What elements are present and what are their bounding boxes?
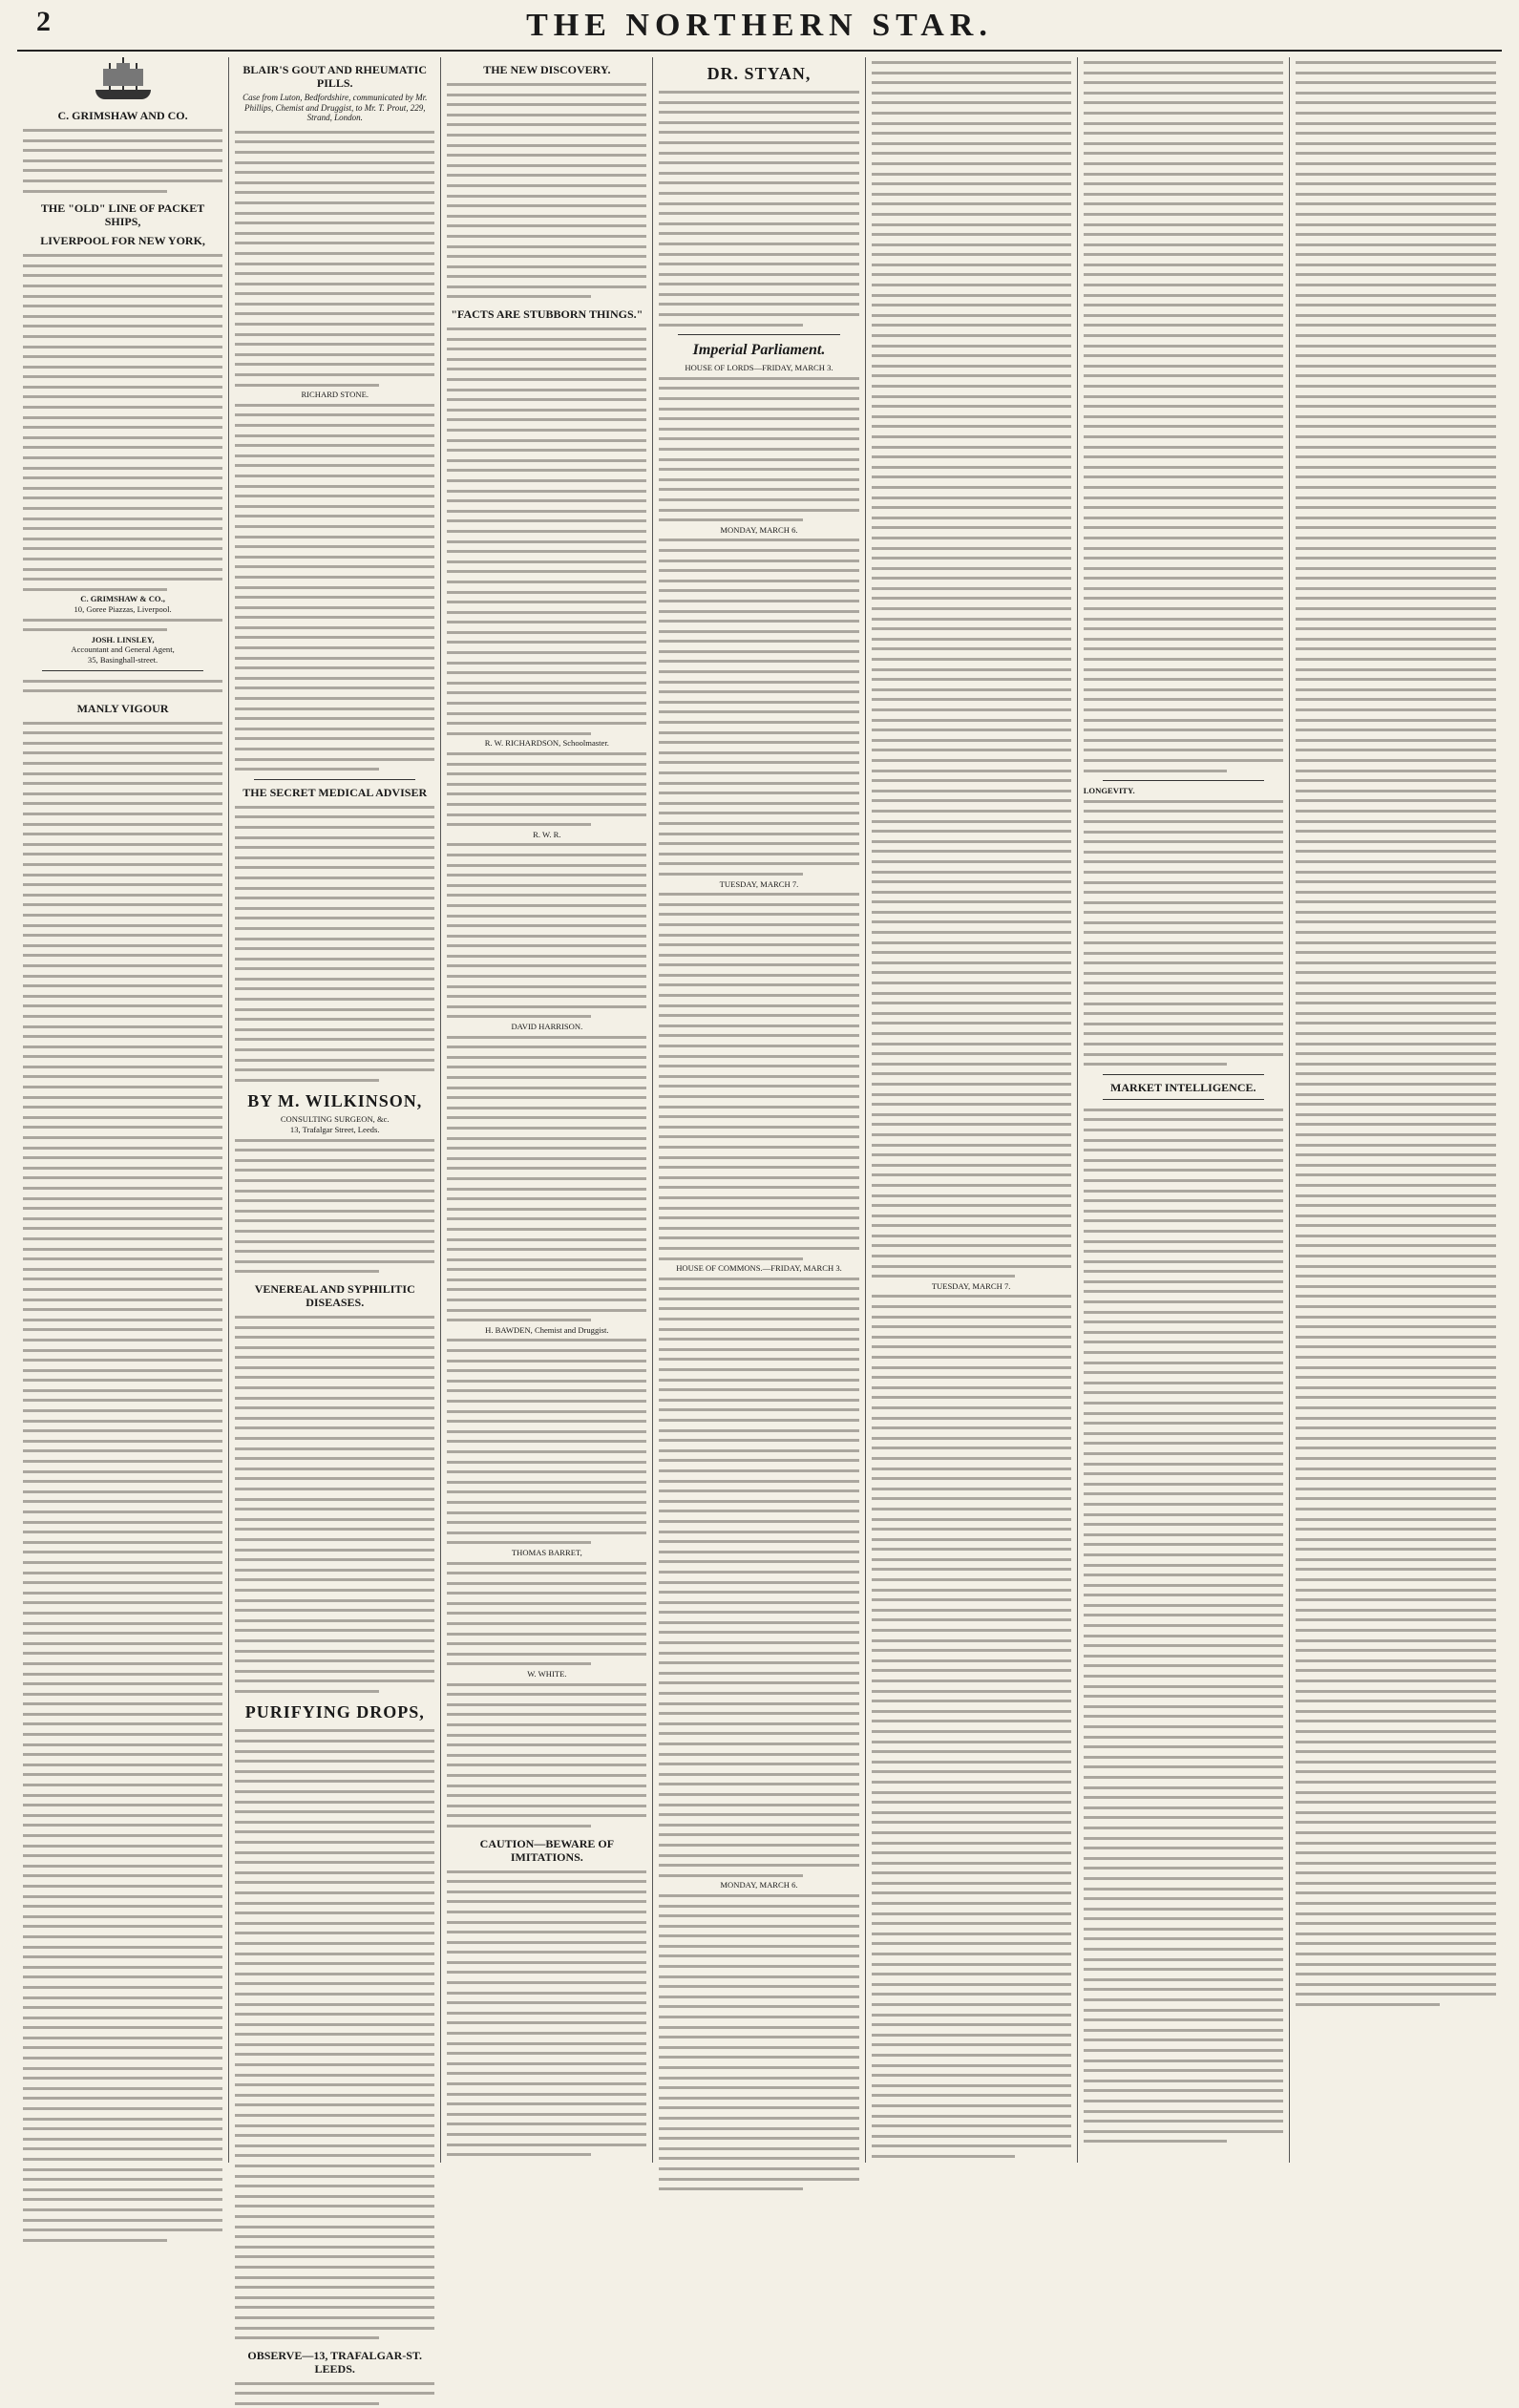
commons-monday: MONDAY, MARCH 6.	[720, 1880, 798, 1890]
caution-heading: CAUTION—BEWARE OF IMITATIONS.	[479, 1836, 615, 1864]
testimonial-signature: RICHARD STONE.	[301, 390, 369, 400]
column-3	[441, 57, 653, 2163]
observe-heading: OBSERVE—13, TRAFALGAR-ST. LEEDS.	[247, 2348, 423, 2376]
imperial-parliament-heading: Imperial Parliament.	[692, 342, 826, 359]
column-7	[1290, 57, 1502, 2163]
new-discovery-heading: THE NEW DISCOVERY.	[483, 63, 611, 76]
manly-vigour-title: MANLY VIGOUR	[76, 701, 169, 715]
column-5	[866, 57, 1078, 2163]
masthead: THE NORTHERN STAR.	[526, 8, 993, 43]
agent-address: 10, Goree Piazzas, Liverpool.	[74, 603, 172, 614]
column-6	[1078, 57, 1290, 2163]
column-4	[653, 57, 865, 2163]
wilkinson-heading: BY M. WILKINSON,	[247, 1091, 423, 1111]
lords-tuesday: TUESDAY, MARCH 7.	[719, 878, 799, 889]
blairs-pills-heading: BLAIR'S GOUT AND RHEUMATIC PILLS.	[243, 63, 427, 90]
diseases-heading: VENEREAL AND SYPHILITIC DISEASES.	[254, 1281, 415, 1309]
page-number: 2	[36, 6, 51, 37]
dr-styan-heading: DR. STYAN,	[707, 64, 812, 83]
signature-initials: R. W. R.	[533, 829, 561, 839]
commons-tuesday: TUESDAY, MARCH 7.	[931, 1280, 1011, 1291]
blairs-pills-subheading: Case from Luton, Bedfordshire, communicated by Mr. Phillips, Chemist and Druggist, to Mr. T. Prout, 229, Strand, London.	[243, 93, 428, 123]
agent-name: C. GRIMSHAW & CO.,	[80, 594, 165, 604]
packet-route: LIVERPOOL FOR NEW YORK,	[40, 234, 205, 248]
longevity-heading: LONGEVITY.	[1083, 786, 1135, 796]
secret-adviser-heading: THE SECRET MEDICAL ADVISER	[243, 785, 428, 799]
accountant-name: JOSH. LINSLEY,	[91, 634, 155, 644]
ship-icon	[90, 61, 157, 103]
lords-monday: MONDAY, MARCH 6.	[720, 524, 798, 535]
signature-harrison: DAVID HARRISON.	[511, 1022, 583, 1032]
accountant-title: Accountant and General Agent,	[71, 644, 175, 655]
house-of-lords-friday: HOUSE OF LORDS—FRIDAY, MARCH 3.	[685, 363, 833, 373]
wilkinson-title: CONSULTING SURGEON, &c.	[280, 1114, 390, 1125]
purifying-drops-heading: PURIFYING DROPS,	[244, 1702, 425, 1722]
house-of-commons-friday: HOUSE OF COMMONS.—FRIDAY, MARCH 3.	[676, 1263, 842, 1274]
column-2	[229, 57, 441, 2376]
column-1	[17, 57, 229, 2163]
shipping-ad-title: C. GRIMSHAW AND CO.	[57, 109, 188, 122]
wilkinson-address: 13, Trafalgar Street, Leeds.	[289, 1125, 380, 1134]
facts-heading: "FACTS ARE STUBBORN THINGS."	[451, 307, 643, 322]
signature-white: W. WHITE.	[527, 1669, 567, 1679]
signature-bawden: H. BAWDEN, Chemist and Druggist.	[485, 1324, 609, 1335]
market-intelligence-heading: MARKET INTELLIGENCE.	[1110, 1080, 1256, 1094]
accountant-address: 35, Basinghall-street.	[87, 654, 158, 665]
columns	[17, 57, 1502, 2376]
signature-barret: THOMAS BARRET,	[511, 1547, 582, 1557]
signature-richardson: R. W. RICHARDSON, Schoolmaster.	[484, 738, 609, 749]
packet-ships-heading: THE "OLD" LINE OF PACKET SHIPS,	[40, 201, 205, 229]
page-header	[17, 0, 1502, 52]
